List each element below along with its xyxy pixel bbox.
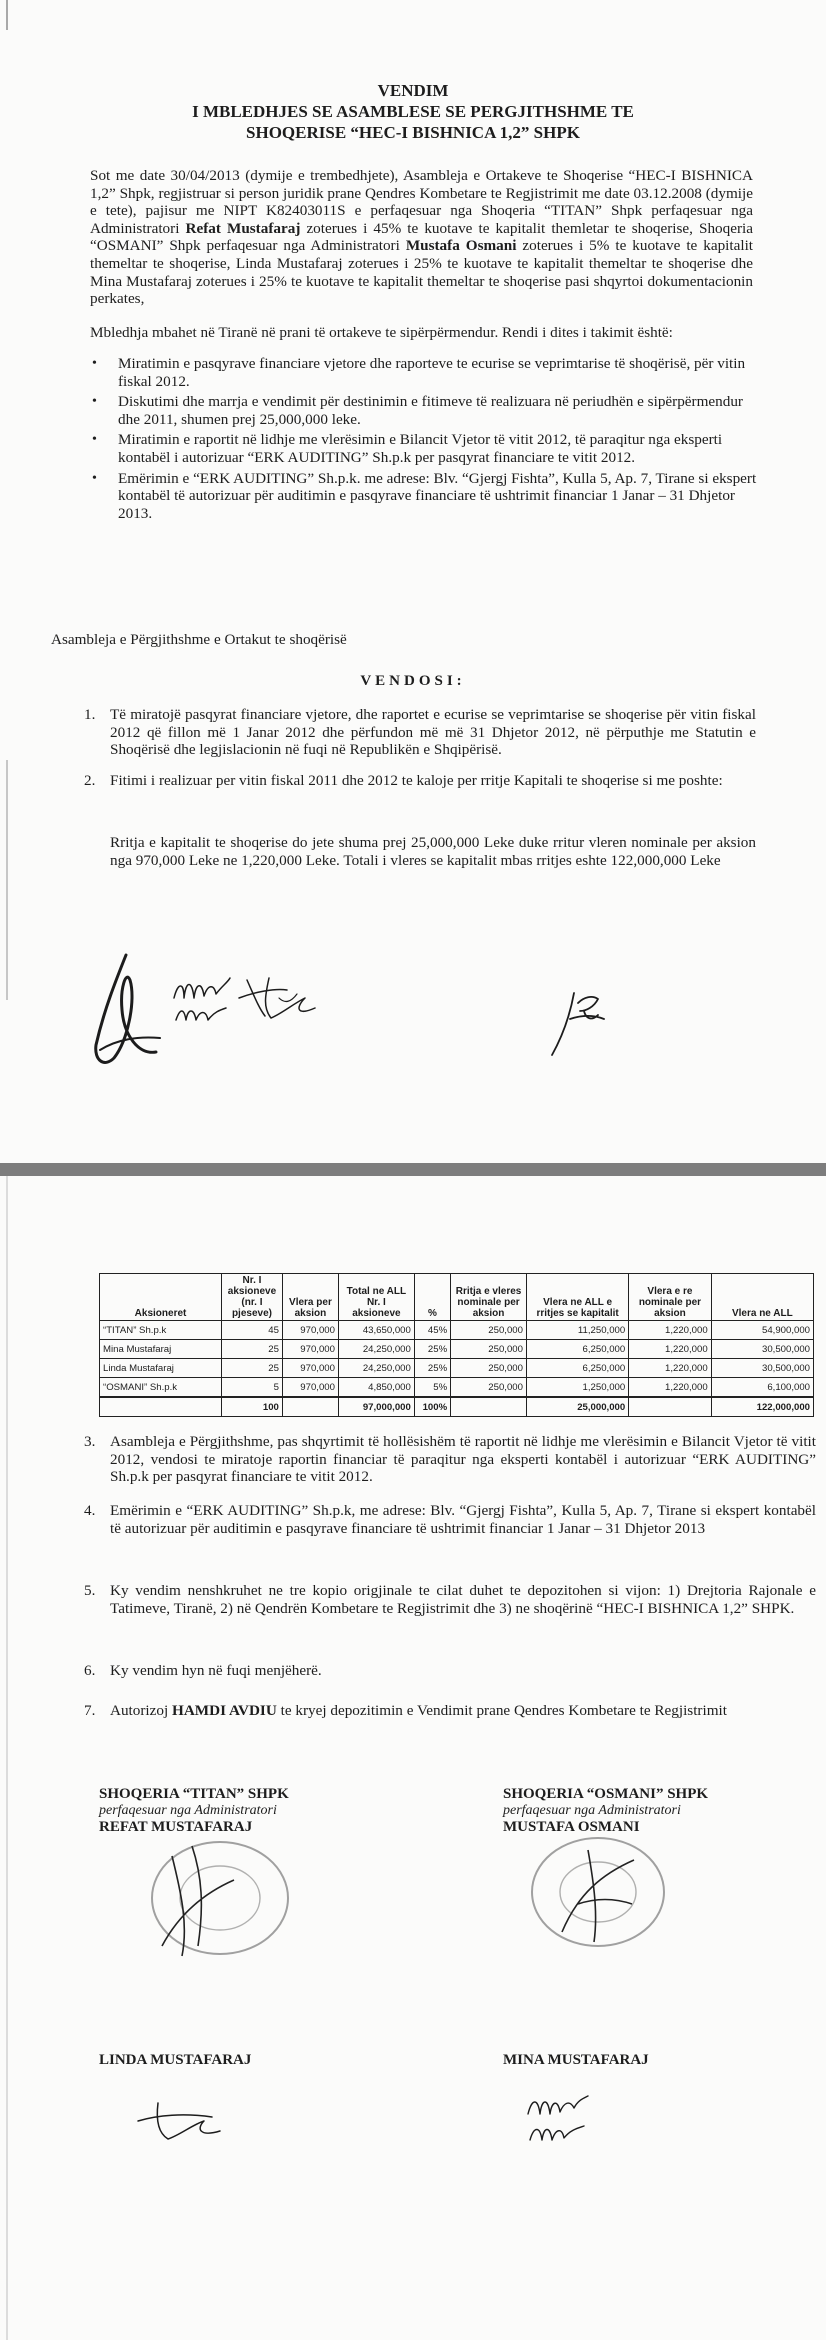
scan-edge-mark — [6, 1176, 8, 2340]
decision-item-4: 4. Emërimin e “ERK AUDITING” Sh.p.k, me adrese: Blv. “Gjergj Fishta”, Kulla 5, Ap. 7, Tirane si ekspert kontabël të autorizuar për auditimin e pasqyrave financiare të ushtrimit financiar 1 Janar – 31 Dhjetor 2013 — [84, 1502, 816, 1537]
decision-item-6: 6. Ky vendim hyn në fuqi menjëherë. — [84, 1662, 322, 1679]
decision-item-3: 3. Asambleja e Përgjithshme, pas shqyrtimit të hollësishëm të raportit në lidhje me vlerësimin e Bilancit Vjetor të vitit 2012, vendosi te miratoje raportin financiar të paraqitur nga eksperti kontabël i autorizuar “ERK AUDITING” Sh.p.k per pasqyrat financiare te vitit 2012. — [84, 1433, 816, 1486]
bullet-icon: • — [92, 394, 97, 410]
col-header: Nr. I aksioneve (nr. I pjeseve) — [222, 1274, 283, 1321]
titan-person-name: REFAT MUSTAFARAJ — [99, 1819, 253, 1835]
table-total-row: 100 97,000,000 100% 25,000,000 122,000,000 — [100, 1397, 814, 1417]
signature-mina-page2 — [522, 2086, 592, 2162]
agenda-list — [92, 355, 758, 525]
titan-company-name: SHOQERIA “TITAN” SHPK — [99, 1786, 289, 1802]
col-header: % — [414, 1274, 450, 1321]
col-header: Vlera ne ALL e rritjes se kapitalit — [526, 1274, 628, 1321]
col-header: Rritja e vleres nominale per aksion — [451, 1274, 527, 1321]
table-row: Mina Mustafaraj 25 970,000 24,250,000 25% 250,000 6,250,000 1,220,000 30,500,000 — [100, 1340, 814, 1359]
bullet-icon: • — [92, 356, 97, 371]
document-page-1 — [0, 0, 826, 1163]
assembly-line: Asambleja e Përgjithshme e Ortakut te shoqërisë — [51, 631, 347, 648]
mina-name: MINA MUSTAFARAJ — [503, 2052, 649, 2068]
capital-increase-paragraph: Rritja e kapitalit te shoqerise do jete shuma prej 25,000,000 Leke duke rritur vleren nominale per aksion nga 970,000 Leke ne 1,220,000 Leke. Totali i vleres se kapitalit mbas rritjes eshte 122,000,000 Leke — [110, 834, 756, 869]
signature-left — [86, 940, 166, 1075]
col-header: Vlera e re nominale per aksion — [629, 1274, 711, 1321]
bullet-icon: • — [92, 432, 97, 448]
osmani-company-name: SHOQERIA “OSMANI” SHPK — [503, 1786, 709, 1802]
scan-edge-mark — [6, 760, 8, 1000]
decision-subheading: I MBLEDHJES SE ASAMBLESE SE PERGJITHSHME TE — [192, 102, 634, 121]
linda-name: LINDA MUSTAFARAJ — [99, 2052, 252, 2068]
col-header: Vlera ne ALL — [711, 1274, 813, 1321]
table-row: “TITAN” Sh.p.k 45 970,000 43,650,000 45% 250,000 11,250,000 1,220,000 54,900,000 — [100, 1321, 814, 1340]
intro-paragraph: Sot me date 30/04/2013 (dymije e trembedhjete), Asambleja e Ortakeve te Shoqerise “HEC-I BISHNICA 1,2” Shpk, regjistruar si person juridik prane Qendres Kombetare te Regjistrimit me date 03.12.2008 (dymije e tete), pajisur me NIPT K82403011S e perfaqesuar nga Shoqeria “TITAN” Shpk perfaqesuar nga Administratori Refat Mustafaraj zoterues i 45% te kuotave te kapitalit themletar te shoqerise, Shoqeria “OSMANI” Shpk perfaqesuar nga Administratori Mustafa Osmani zoterues i 5% te kuotave te kapitalit themeltar te shoqerise, Linda Mustafaraj zoterues i 25% te kuotave te kapitalit themeltar te shoqerise dhe Mina Mustafaraj zoterues i 25% te kuotave te kapitalit themeltar te shoqerise pasi shqyrtoi dokumentacionin perkates, — [90, 167, 754, 308]
col-header: Total ne ALL Nr. I aksioneve — [338, 1274, 414, 1321]
capital-table — [99, 1273, 814, 1417]
signature-linda-page2 — [128, 2095, 228, 2147]
table-row: “OSMANI” Sh.p.k 5 970,000 4,850,000 5% 250,000 1,250,000 1,220,000 6,100,000 — [100, 1378, 814, 1398]
col-header: Vlera per aksion — [282, 1274, 338, 1321]
osmani-role: perfaqesuar nga Administratori — [503, 1803, 681, 1818]
bullet-icon: • — [92, 470, 97, 486]
vendosi-heading: VENDOSI: — [360, 673, 466, 689]
decision-item-2: 2. Fitimi i realizuar per vitin fiskal 2011 dhe 2012 te kaloje per rritje Kapitali te shoqerise si me poshte: — [84, 772, 723, 789]
company-heading: SHOQERISE “HEC-I BISHNICA 1,2” SHPK — [246, 123, 580, 142]
signature-linda — [235, 968, 325, 1028]
agenda-item: • Miratimin e raportit në lidhje me vlerësimin e Bilancit Vjetor të vitit 2012, të paraqitur nga eksperti kontabël i autorizuar “ERK AUDITING” Sh.p.k per pasqyrat financiare te vitit 2012. — [92, 431, 723, 466]
decision-item-7: 7. Autorizoj HAMDI AVDIU te kryej depozitimin e Vendimit prane Qendres Kombetare te Regjistrimit — [84, 1702, 727, 1719]
agenda-item: • Diskutimi dhe marrja e vendimit për destinimin e fitimeve të realizuara në periudhën e sipërpërmendur dhe 2011, shumen prej 25,000,000 leke. — [92, 393, 743, 428]
agenda-item: • Emërimin e “ERK AUDITING” Sh.p.k. me adrese: Blv. “Gjergj Fishta”, Kulla 5, Ap. 7, Tirane si ekspert kontabël të autorizuar për auditimin e pasqyrave financiare të ushtrimit financiar 1 Janar – 31 Dhjetor 2013. — [92, 469, 757, 522]
osmani-stamp — [518, 1834, 668, 1952]
signature-mina — [168, 968, 234, 1040]
titan-stamp — [142, 1836, 292, 1962]
osmani-administrator-name: Mustafa Osmani — [405, 237, 517, 255]
decision-heading: VENDIM — [377, 81, 449, 100]
decision-item-1: 1. Të miratojë pasqyrat financiare vjetore, dhe raportet e ecurise se veprimtarise se shoqerise për vitin fiskal 2012 që fillon më 1 Janar 2012 dhe përfundon më më 31 Dhjetor 2012, në përputhje me Statutin e Shoqërisë dhe legjislacionin në fuqi në Republikën e Shqipërisë. — [84, 706, 756, 759]
scan-edge-mark — [6, 0, 8, 30]
titan-role: perfaqesuar nga Administratori — [99, 1803, 277, 1818]
decision-item-5: 5. Ky vendim nenshkruhet ne tre kopio origjinale te cilat duhet te depozitohen si vijon: 1) Drejtoria Rajonale e Tatimeve, Tiranë, 2) në Qendrën Kombetare te Regjistrimit dhe 3) ne shoqërinë “HEC-I BISHNICA 1,2” SHPK. — [84, 1582, 816, 1617]
authorized-person-name: HAMDI AVDIU — [172, 1702, 277, 1719]
titan-administrator-name: Refat Mustafaraj — [185, 219, 301, 237]
col-header: Aksioneret — [100, 1274, 222, 1321]
agenda-item: • Miratimin e pasqyrave financiare vjetore dhe raporteve te ecurise se veprimtarise të shoqërisë, për vitin fiskal 2012. — [92, 355, 746, 390]
table-header-row — [100, 1274, 814, 1321]
osmani-person-name: MUSTAFA OSMANI — [503, 1819, 640, 1835]
page-gap — [0, 1163, 826, 1176]
table-row: Linda Mustafaraj 25 970,000 24,250,000 25% 250,000 6,250,000 1,220,000 30,500,000 — [100, 1359, 814, 1378]
signature-right — [548, 985, 608, 1060]
meeting-paragraph: Mbledhja mbahet në Tiranë në prani të ortakeve te sipërpërmendur. Rendi i dites i takimit është: — [90, 324, 673, 341]
